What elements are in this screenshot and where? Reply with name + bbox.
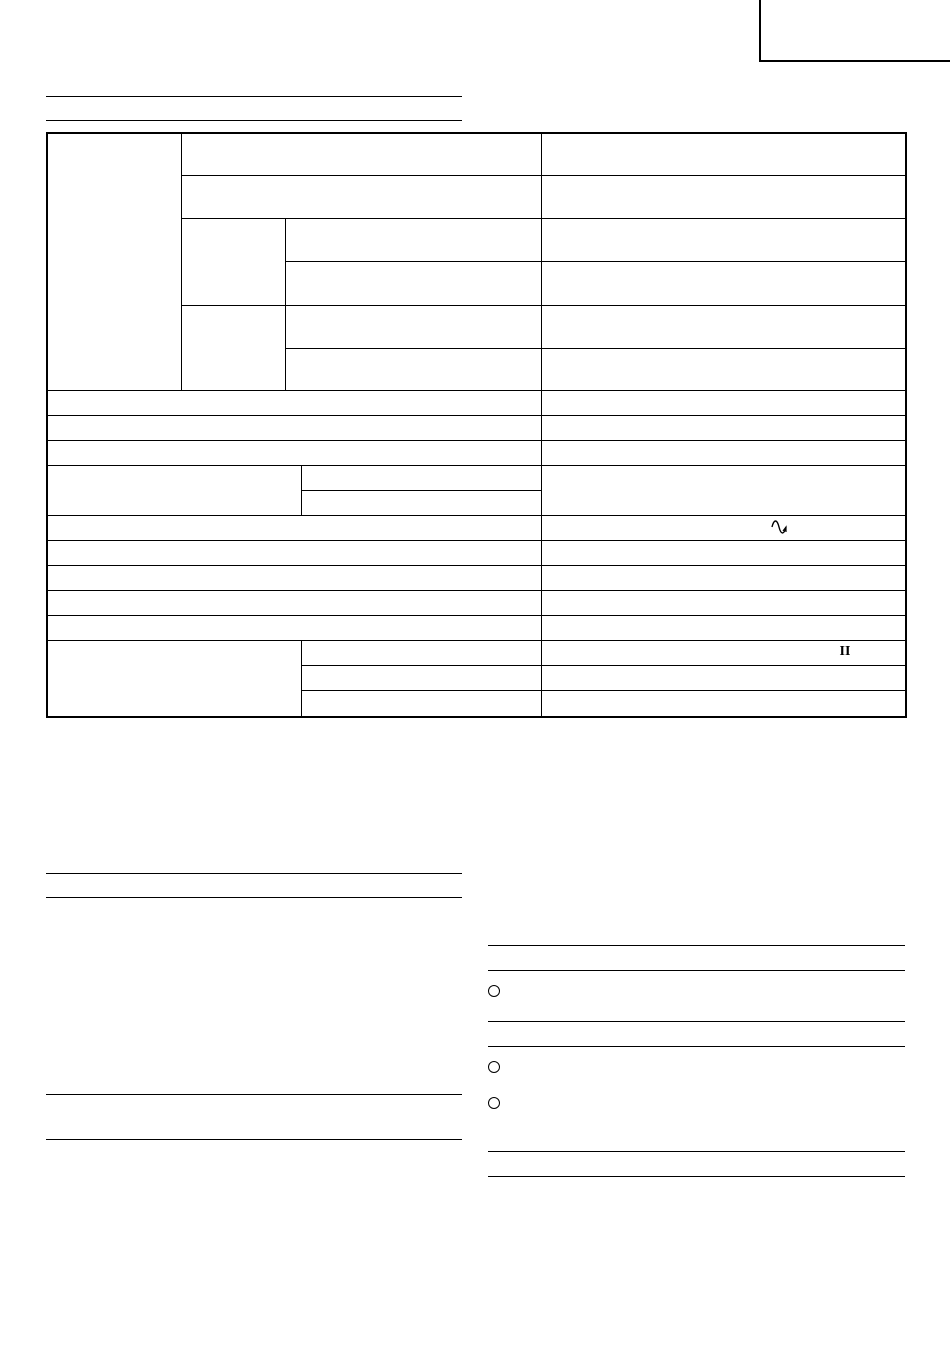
spec-label [47, 540, 541, 565]
spec-sublabel [301, 465, 541, 490]
spec-subgroup [181, 305, 285, 390]
spec-value-voltage [541, 515, 906, 540]
lower-right-rule-5 [488, 1151, 905, 1152]
spec-value-class [541, 640, 906, 665]
spec-value [541, 540, 906, 565]
class-ii-icon: II [839, 643, 851, 659]
spec-value [541, 348, 906, 390]
spec-value [541, 665, 906, 690]
spec-label [285, 218, 541, 261]
spec-value [541, 218, 906, 261]
lower-right-rule-3 [488, 1021, 905, 1022]
page-tab-box [759, 0, 950, 62]
spec-label [47, 615, 541, 640]
spec-value [541, 175, 906, 218]
spec-label [47, 565, 541, 590]
spec-label [47, 590, 541, 615]
spec-value [541, 261, 906, 305]
lower-left-rule-3 [46, 1094, 462, 1095]
spec-label [47, 440, 541, 465]
spec-value [541, 415, 906, 440]
spec-label [47, 390, 541, 415]
spec-value [541, 615, 906, 640]
bullet-circle-icon [488, 1097, 500, 1109]
lower-left-rule-4 [46, 1139, 462, 1140]
lower-right-rule-6 [488, 1176, 905, 1177]
spec-value [541, 590, 906, 615]
section-rule-top [46, 96, 462, 97]
lower-left-rule-1 [46, 873, 462, 874]
spec-table [46, 132, 907, 718]
spec-sublabel [301, 665, 541, 690]
lower-right-rule-2 [488, 970, 905, 971]
lower-right-rule-4 [488, 1046, 905, 1047]
spec-label [47, 465, 301, 515]
bullet-circle-icon [488, 1061, 500, 1073]
spec-sublabel [301, 690, 541, 717]
spec-sublabel [301, 490, 541, 515]
spec-label [181, 175, 541, 218]
spec-label [47, 515, 541, 540]
spec-label [285, 261, 541, 305]
spec-label [47, 640, 301, 717]
lower-right-rule-1 [488, 945, 905, 946]
section-rule-bottom [46, 120, 462, 121]
lower-left-rule-2 [46, 897, 462, 898]
bullet-circle-icon [488, 985, 500, 997]
spec-label [285, 348, 541, 390]
spec-value [541, 390, 906, 415]
spec-subgroup [181, 218, 285, 305]
spec-group-cell [47, 133, 181, 390]
spec-label [181, 133, 541, 175]
spec-value [541, 465, 906, 515]
spec-value [541, 305, 906, 348]
alternating-current-icon [771, 517, 787, 537]
spec-value [541, 565, 906, 590]
spec-value [541, 440, 906, 465]
spec-label [47, 415, 541, 440]
spec-label [285, 305, 541, 348]
spec-value [541, 133, 906, 175]
spec-sublabel [301, 640, 541, 665]
spec-value [541, 690, 906, 717]
